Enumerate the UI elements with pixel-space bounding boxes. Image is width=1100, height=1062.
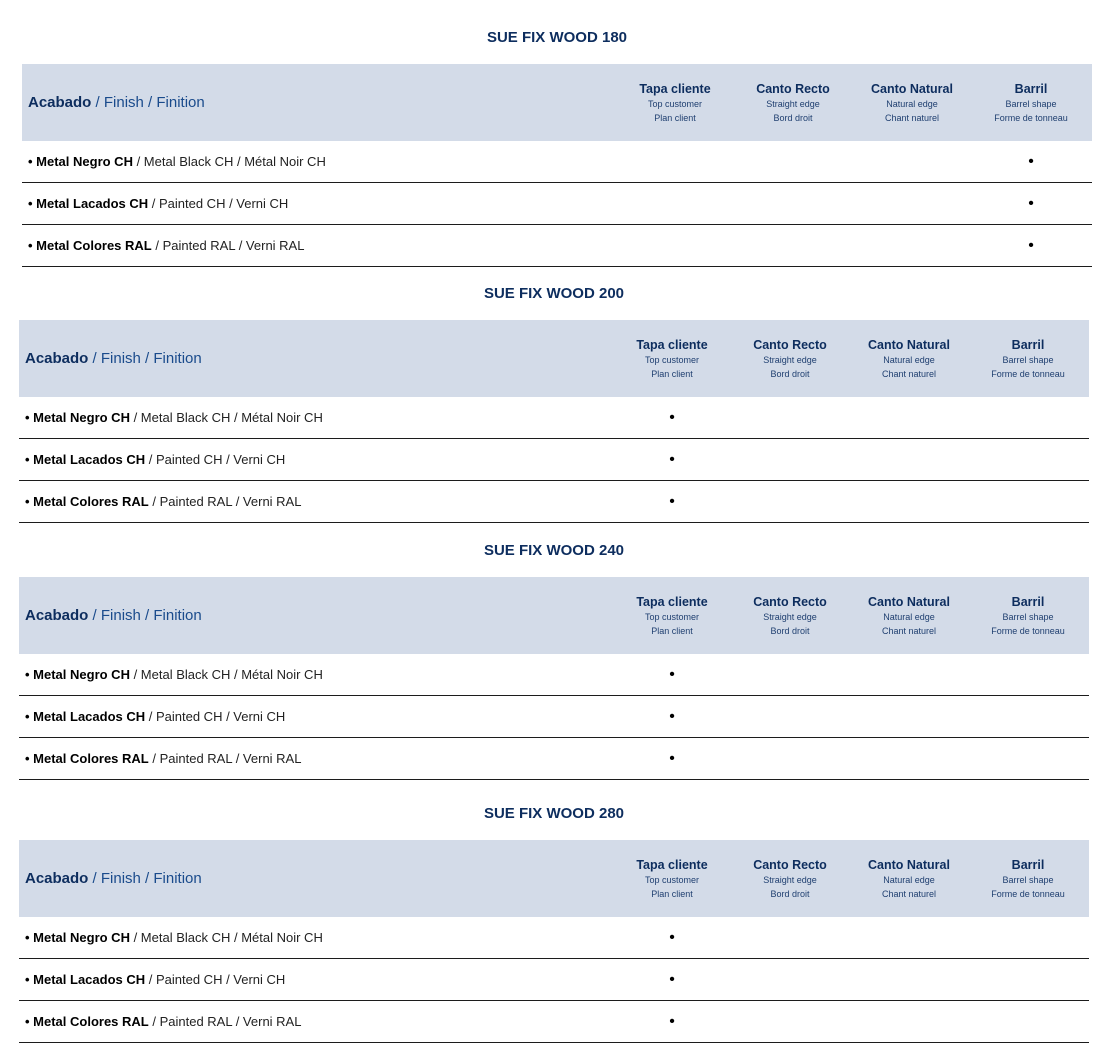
column-header-sub1: Barrel shape [1002, 612, 1054, 622]
finish-translations: / Metal Black CH / Métal Noir CH [132, 154, 326, 169]
finish-name: • Metal Lacados CH [28, 196, 149, 211]
column-header-sub2: Bord droit [770, 369, 810, 379]
column-header [849, 338, 969, 381]
table-row [19, 959, 1089, 1001]
finish-header-strong: Acabado [28, 94, 92, 111]
column-header-sub2: Chant naturel [881, 369, 937, 379]
table-row [19, 917, 1089, 959]
finish-translations: / Painted RAL / Verni RAL [148, 494, 302, 509]
availability-dot: • [669, 708, 675, 725]
column-header [612, 595, 732, 638]
finish-label [25, 439, 285, 480]
column-header-main: Canto Natural [868, 858, 950, 872]
column-header [730, 595, 850, 638]
section-title: SUE FIX WOOD 280 [483, 805, 625, 822]
table-header [19, 320, 1089, 397]
column-header-sub1: Top customer [644, 355, 700, 365]
finish-column-header [25, 840, 202, 917]
availability-dot: • [1028, 237, 1034, 254]
table-row [19, 654, 1089, 696]
finish-name: • Metal Lacados CH [25, 972, 146, 987]
column-header-main: Canto Natural [871, 82, 953, 96]
finish-table [19, 320, 1089, 523]
availability-dot: • [669, 750, 675, 767]
table-row [19, 696, 1089, 738]
column-header-sub1: Top customer [644, 612, 700, 622]
column-header-main: Canto Natural [868, 338, 950, 352]
column-header-sub1: Natural edge [883, 355, 935, 365]
column-header-sub2: Forme de tonneau [991, 889, 1065, 899]
column-header [612, 858, 732, 901]
column-header-main: Barril [1011, 858, 1045, 872]
finish-translations: / Painted RAL / Verni RAL [148, 1014, 302, 1029]
finish-label [25, 1001, 301, 1042]
finish-header-rest: / Finish / Finition [91, 94, 205, 111]
finish-column-header [25, 577, 202, 654]
column-header-sub1: Straight edge [766, 99, 820, 109]
column-header-sub2: Bord droit [773, 113, 813, 123]
finish-translations: / Painted RAL / Verni RAL [151, 238, 305, 253]
column-header [730, 338, 850, 381]
column-header-sub2: Plan client [654, 113, 696, 123]
availability-dot: • [669, 929, 675, 946]
finish-table [19, 840, 1089, 1043]
column-header-main: Tapa cliente [639, 82, 711, 96]
finish-label [25, 738, 301, 779]
finish-translations: / Painted CH / Verni CH [148, 196, 289, 211]
table-row [19, 481, 1089, 523]
finish-name: • Metal Negro CH [25, 667, 130, 682]
column-header-sub1: Barrel shape [1002, 875, 1054, 885]
column-header-sub2: Forme de tonneau [991, 369, 1065, 379]
finish-table [19, 577, 1089, 780]
column-header-sub1: Barrel shape [1002, 355, 1054, 365]
table-row [22, 183, 1092, 225]
finish-name: • Metal Negro CH [28, 154, 133, 169]
finish-translations: / Metal Black CH / Métal Noir CH [129, 667, 323, 682]
column-header [968, 858, 1088, 901]
column-header [733, 82, 853, 125]
column-header-sub2: Plan client [651, 369, 693, 379]
finish-header-rest: / Finish / Finition [88, 350, 202, 367]
finish-label [28, 183, 288, 224]
column-header-sub2: Chant naturel [881, 889, 937, 899]
finish-column-header [28, 64, 205, 141]
finish-header-rest: / Finish / Finition [88, 870, 202, 887]
finish-label [28, 141, 326, 182]
finish-name: • Metal Lacados CH [25, 709, 146, 724]
availability-dot: • [669, 409, 675, 426]
column-header-main: Tapa cliente [636, 858, 708, 872]
column-header-main: Canto Recto [756, 82, 830, 96]
column-header-sub2: Chant naturel [884, 113, 940, 123]
availability-dot: • [669, 451, 675, 468]
table-row [22, 141, 1092, 183]
column-header-main: Barril [1011, 338, 1045, 352]
finish-name: • Metal Colores RAL [25, 494, 149, 509]
finish-name: • Metal Colores RAL [25, 1014, 149, 1029]
column-header-main: Canto Recto [753, 858, 827, 872]
finish-header-strong: Acabado [25, 350, 89, 367]
column-header [849, 595, 969, 638]
column-header [971, 82, 1091, 125]
table-row [19, 1001, 1089, 1043]
section-title: SUE FIX WOOD 180 [486, 29, 628, 46]
section-title: SUE FIX WOOD 200 [483, 285, 625, 302]
availability-dot: • [1028, 153, 1034, 170]
column-header-sub2: Bord droit [770, 889, 810, 899]
finish-header-strong: Acabado [25, 870, 89, 887]
availability-dot: • [669, 493, 675, 510]
column-header-sub2: Forme de tonneau [991, 626, 1065, 636]
column-header-sub2: Chant naturel [881, 626, 937, 636]
column-header-sub1: Barrel shape [1005, 99, 1057, 109]
column-header-sub1: Straight edge [763, 355, 817, 365]
finish-label [25, 481, 301, 522]
column-header [730, 858, 850, 901]
column-header-sub2: Forme de tonneau [994, 113, 1068, 123]
finish-label [28, 225, 304, 266]
table-row [19, 397, 1089, 439]
finish-column-header [25, 320, 202, 397]
table-header [19, 840, 1089, 917]
availability-dot: • [669, 1013, 675, 1030]
finish-translations: / Metal Black CH / Métal Noir CH [129, 930, 323, 945]
finish-header-rest: / Finish / Finition [88, 607, 202, 624]
finish-name: • Metal Lacados CH [25, 452, 146, 467]
column-header-main: Barril [1011, 595, 1045, 609]
column-header [968, 338, 1088, 381]
finish-translations: / Painted CH / Verni CH [145, 709, 286, 724]
column-header-main: Canto Natural [868, 595, 950, 609]
column-header-main: Tapa cliente [636, 595, 708, 609]
column-header [968, 595, 1088, 638]
finish-name: • Metal Colores RAL [25, 751, 149, 766]
column-header-sub1: Natural edge [883, 612, 935, 622]
table-row [22, 225, 1092, 267]
column-header-main: Canto Recto [753, 338, 827, 352]
finish-name: • Metal Colores RAL [28, 238, 152, 253]
column-header-main: Barril [1014, 82, 1048, 96]
finish-translations: / Painted RAL / Verni RAL [148, 751, 302, 766]
finish-label [25, 959, 285, 1000]
table-row [19, 439, 1089, 481]
column-header-sub2: Plan client [651, 889, 693, 899]
table-row [19, 738, 1089, 780]
finish-name: • Metal Negro CH [25, 930, 130, 945]
finish-translations: / Painted CH / Verni CH [145, 452, 286, 467]
column-header-sub1: Straight edge [763, 612, 817, 622]
finish-header-strong: Acabado [25, 607, 89, 624]
column-header-main: Canto Recto [753, 595, 827, 609]
column-header-sub1: Natural edge [886, 99, 938, 109]
table-header [19, 577, 1089, 654]
finish-table [22, 64, 1092, 267]
finish-label [25, 696, 285, 737]
column-header-sub1: Natural edge [883, 875, 935, 885]
finish-translations: / Metal Black CH / Métal Noir CH [129, 410, 323, 425]
finish-name: • Metal Negro CH [25, 410, 130, 425]
table-header [22, 64, 1092, 141]
finish-translations: / Painted CH / Verni CH [145, 972, 286, 987]
availability-dot: • [1028, 195, 1034, 212]
finish-label [25, 917, 323, 958]
finish-label [25, 397, 323, 438]
section-title: SUE FIX WOOD 240 [483, 542, 625, 559]
column-header-main: Tapa cliente [636, 338, 708, 352]
column-header [849, 858, 969, 901]
column-header-sub2: Bord droit [770, 626, 810, 636]
column-header-sub2: Plan client [651, 626, 693, 636]
column-header [852, 82, 972, 125]
column-header [615, 82, 735, 125]
column-header-sub1: Straight edge [763, 875, 817, 885]
column-header-sub1: Top customer [647, 99, 703, 109]
finish-label [25, 654, 323, 695]
availability-dot: • [669, 971, 675, 988]
availability-dot: • [669, 666, 675, 683]
column-header [612, 338, 732, 381]
column-header-sub1: Top customer [644, 875, 700, 885]
